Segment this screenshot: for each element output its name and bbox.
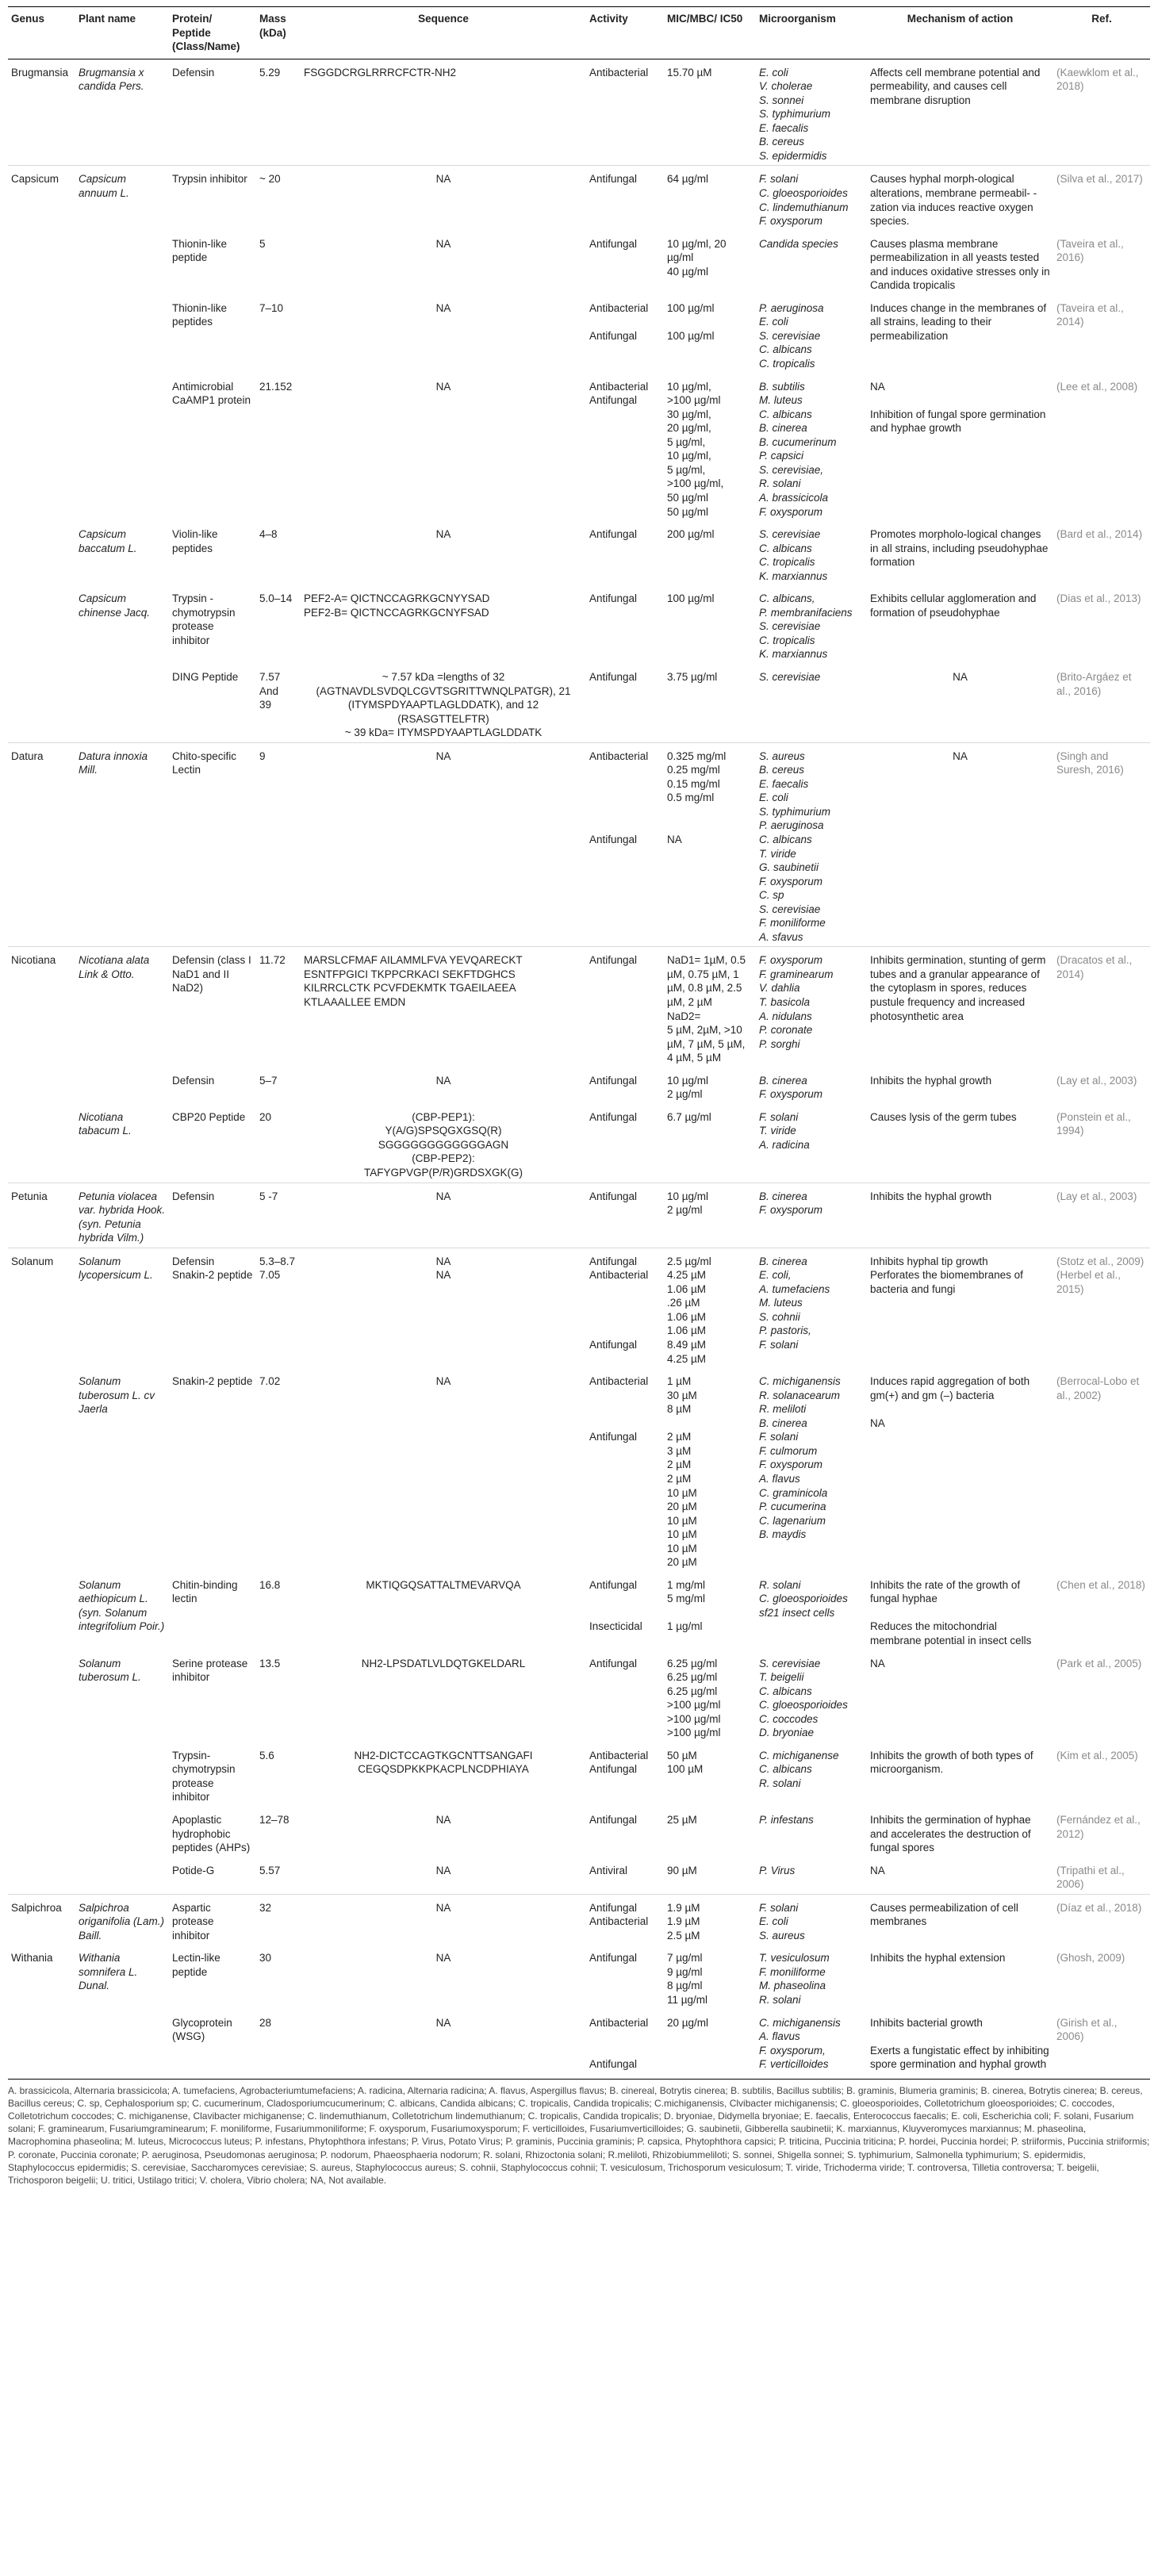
cell-ref[interactable]: (Bard et al., 2014) [1056, 528, 1143, 541]
cell-mic: 10 µg/ml, >100 µg/ml 30 µg/ml, 20 µg/ml, 5 µg/ml, 10 µg/ml, 5 µg/ml, >100 µg/ml, 50 µg/ml 50 µg/ml [667, 380, 724, 518]
cell-sequence: NA [435, 1813, 451, 1826]
cell-mass: 16.8 [259, 1578, 281, 1591]
cell-microorganism: B. cinerea F. oxysporum [759, 1074, 823, 1101]
cell-microorganism: R. solani C. gloeosporioides sf21 insect cells [759, 1578, 848, 1619]
cell-ref[interactable]: (Taveira et al., 2014) [1056, 301, 1124, 328]
cell-genus [8, 374, 75, 521]
cell-mic: 1.9 µM 1.9 µM 2.5 µM [664, 1894, 756, 1945]
cell-mechanism: Induces rapid aggregation of both gm(+) and gm (–) bacteria NA [870, 1375, 1030, 1429]
cell-mass: 5.57 [259, 1864, 281, 1876]
cell-ref[interactable]: (Kim et al., 2005) [1056, 1749, 1138, 1761]
cell-protein: Serine protease inhibitor [172, 1657, 248, 1684]
table-row [8, 742, 1150, 947]
cell-ref[interactable]: (Kaewklom et al., 2018) [1053, 59, 1150, 166]
cell-activity: Antiviral [589, 1864, 628, 1876]
cell-mic: 64 µg/ml [664, 166, 756, 231]
header-sequence: Sequence [301, 7, 586, 59]
cell-plant [75, 295, 169, 374]
cell-activity: Antifungal [589, 1952, 638, 1965]
cell-plant [75, 1857, 169, 1895]
cell-microorganism: C. michiganense C. albicans R. solani [759, 1749, 839, 1789]
cell-ref[interactable]: (Silva et al., 2017) [1053, 166, 1150, 231]
table-row [8, 231, 1150, 295]
cell-microorganism: S. aureus B. cereus E. faecalis E. coli S. typhimurium P. aeruginosa C. albicans T. viride G. saubinetii F. oxysporum C. sp S. cerevisiae F. moniliforme A. sfavus [756, 742, 867, 947]
table-row [8, 1742, 1150, 1807]
cell-ref[interactable]: (Taveira et al., 2016) [1056, 237, 1124, 264]
cell-mass: 4–8 [259, 528, 278, 541]
cell-ref[interactable]: (Tripathi et al., 2006) [1056, 1864, 1125, 1891]
cell-mic: 0.325 mg/ml 0.25 mg/ml 0.15 mg/ml 0.5 mg/ml NA [664, 742, 756, 947]
cell-mechanism: Inhibits the germination of hyphae and accelerates the destruction of fungal spores [870, 1813, 1031, 1854]
cell-mass: 30 [259, 1952, 272, 1965]
cell-plant: Petunia violacea var. hybrida Hook. (syn. Petunia hybrida Vilm.) [75, 1183, 169, 1248]
cell-ref[interactable]: (Ponstein et al., 1994) [1056, 1110, 1131, 1137]
cell-mechanism: Inhibits hyphal tip growth Perforates the biomembranes of bacteria and fungi [867, 1248, 1053, 1368]
cell-protein: Chitin-binding lectin [172, 1578, 238, 1605]
cell-sequence: NA [435, 1375, 451, 1388]
cell-sequence: ~ 7.57 kDa =lengths of 32 (AGTNAVDLSVDQLCGVTSGRITTWNQLPATGR), 21 (ITYMSPDYAAPTLAGLDDATK), and 12 (RSASGTTELFTR) ~ 39 kDa= ITYMSPDYAAPTLAGLDDATK [316, 670, 571, 739]
cell-activity: Antifungal [589, 528, 638, 541]
cell-genus: Withania [11, 1952, 53, 1965]
cell-activity: Antifungal [589, 1074, 638, 1087]
cell-mic: 25 µM [667, 1813, 697, 1826]
cell-microorganism: C. michiganensis A. flavus F. oxysporum, F. verticilloides [759, 2016, 841, 2071]
cell-mechanism: Inhibits the hyphal extension [870, 1952, 1006, 1965]
cell-genus: Datura [8, 742, 75, 947]
cell-sequence: NA [435, 528, 451, 541]
cell-mic: 10 µg/ml, 20 µg/ml 40 µg/ml [667, 237, 727, 278]
cell-plant: Capsicum annuum L. [75, 166, 169, 231]
cell-sequence: NA [435, 301, 451, 314]
cell-ref[interactable]: (Fernández et al., 2012) [1056, 1813, 1141, 1840]
cell-protein: Aspartic protease inhibitor [169, 1894, 256, 1945]
cell-protein: Defensin [169, 1183, 256, 1248]
cell-activity: Antibacterial Antifungal [589, 1375, 649, 1443]
table-row [8, 295, 1150, 374]
cell-mic: 6.7 µg/ml [667, 1110, 711, 1123]
cell-mass: 7.02 [259, 1375, 281, 1388]
cell-mic: 15.70 µM [664, 59, 756, 166]
cell-genus [8, 1650, 75, 1742]
cell-activity: Antifungal Insecticidal [589, 1578, 642, 1633]
cell-plant [75, 1807, 169, 1857]
cell-genus [8, 1068, 75, 1104]
table-header-row [8, 7, 1150, 59]
table-row [8, 1857, 1150, 1895]
cell-protein: Thionin-like peptides [172, 301, 228, 328]
table-row [8, 374, 1150, 521]
cell-mechanism: Inhibits bacterial growth Exerts a fungistatic effect by inhibiting spore germination and hyphal growth [870, 2016, 1049, 2071]
table-row [8, 1068, 1150, 1104]
table-row [8, 1183, 1150, 1248]
cell-plant: Salpichroa origanifolia (Lam.) Baill. [75, 1894, 169, 1945]
cell-genus [8, 295, 75, 374]
cell-mass: 28 [259, 2016, 272, 2029]
cell-plant: Solanum lycopersicum L. [75, 1248, 169, 1368]
cell-sequence: NA [435, 1864, 451, 1876]
cell-mass: 13.5 [259, 1657, 281, 1669]
cell-activity: Antibacterial Antifungal [589, 380, 649, 407]
header-mic: MIC/MBC/ IC50 [664, 7, 756, 59]
cell-activity: Antifungal [589, 1110, 638, 1123]
cell-mic: 10 µg/ml 2 µg/ml [667, 1074, 709, 1101]
cell-mass: 5 [259, 237, 266, 250]
cell-protein: Trypsin inhibitor [169, 166, 256, 231]
table-row [8, 1894, 1150, 1945]
cell-genus [8, 2010, 75, 2074]
cell-plant [75, 374, 169, 521]
cell-genus [8, 1857, 75, 1895]
cell-activity: Antifungal [589, 592, 638, 605]
cell-genus [8, 664, 75, 742]
cell-plant: Capsicum baccatum L. [79, 528, 137, 554]
cell-activity: Antifungal [586, 947, 664, 1068]
cell-microorganism: P. infestans [759, 1813, 814, 1826]
cell-mic: NaD1= 1µM, 0.5 µM, 0.75 µM, 1 µM, 0.8 µM, 2.5 µM, 2 µM NaD2= 5 µM, 2µM, >10 µM, 7 µM, 5 µM, 4 µM, 5 µM [664, 947, 756, 1068]
cell-sequence: (CBP-PEP1): Y(A/G)SPSQGXGSQ(R) SGGGGGGGGGGGGAGN (CBP-PEP2): TAFYGPVGP(P/R)GRDSXGK(G) [363, 1110, 523, 1179]
cell-mass: 7.57 And 39 [259, 670, 281, 711]
peptide-table [8, 6, 1150, 2074]
cell-mechanism: NA [953, 670, 968, 683]
cell-activity: Antifungal [589, 670, 638, 683]
cell-mechanism: Causes hyphal morph-ological alterations, membrane permeabil- -zation via induces reactive oxygen species. [867, 166, 1053, 231]
cell-genus: Brugmansia [8, 59, 75, 166]
cell-genus: Capsicum [8, 166, 75, 231]
table-row [8, 1807, 1150, 1857]
header-ref: Ref. [1053, 7, 1150, 59]
cell-microorganism: B. cinerea E. coli, A. tumefaciens M. luteus S. cohnii P. pastoris, F. solani [756, 1248, 867, 1368]
cell-mic: 1 mg/ml 5 mg/ml 1 µg/ml [667, 1578, 706, 1633]
cell-plant [75, 1742, 169, 1807]
table-row [8, 947, 1150, 1068]
table-row [8, 664, 1150, 742]
cell-sequence: NA [435, 380, 451, 393]
cell-mechanism: NA [870, 1864, 885, 1876]
cell-mass: 11.72 [256, 947, 301, 1068]
cell-mechanism: Exhibits cellular agglomeration and formation of pseudohyphae [870, 592, 1037, 619]
cell-mic: 7 µg/ml 9 µg/ml 8 µg/ml 11 µg/ml [667, 1952, 708, 2006]
cell-protein: DING Peptide [172, 670, 239, 683]
cell-sequence: NA [301, 166, 586, 231]
cell-mass: 20 [259, 1110, 272, 1123]
cell-mechanism: Inhibits the hyphal growth [870, 1074, 992, 1087]
cell-microorganism: B. subtilis M. luteus C. albicans B. cinerea B. cucumerinum P. capsici S. cerevisiae, R. solani A. brassicicola F. oxysporum [759, 380, 837, 518]
cell-mechanism: Causes plasma membrane permeabilization in all yeasts tested and induces oxidative stresses only in Candida tropicalis [870, 237, 1050, 292]
cell-mic: 100 µg/ml 100 µg/ml [667, 301, 715, 342]
cell-protein: Defensin [172, 1074, 215, 1087]
cell-plant: Datura innoxia Mill. [75, 742, 169, 947]
cell-activity: Antifungal [589, 237, 638, 250]
cell-mass: ~ 20 [256, 166, 301, 231]
cell-plant: Brugmansia x candida Pers. [75, 59, 169, 166]
cell-mass: 5 -7 [256, 1183, 301, 1248]
cell-genus: Nicotiana [8, 947, 75, 1068]
cell-genus: Petunia [8, 1183, 75, 1248]
cell-mechanism: NA [870, 1657, 885, 1669]
table-row [8, 521, 1150, 585]
table-row [8, 1368, 1150, 1572]
cell-plant: Solanum aethiopicum L. (syn. Solanum integrifolium Poir.) [79, 1578, 165, 1633]
cell-genus [8, 1572, 75, 1650]
cell-ref[interactable]: (Lay et al., 2003) [1056, 1074, 1137, 1087]
cell-mass: 5–7 [259, 1074, 278, 1087]
cell-mass: 12–78 [259, 1813, 290, 1826]
cell-sequence: MARSLCFMAF AILAMMLFVA YEVQARECKT ESNTFPGICI TKPPCRKACI SEKFTDGHCS KILRRCLCTK PCVFDEKMTK TGAEILAEEA KTLAAALLEE EMDN [301, 947, 586, 1068]
cell-plant [75, 231, 169, 295]
table-page [8, 0, 1150, 2195]
cell-protein: Defensin [169, 59, 256, 166]
cell-protein: Potide-G [172, 1864, 215, 1876]
cell-protein: Thionin-like peptide [172, 237, 228, 264]
cell-mic: 2.5 µg/ml 4.25 µM 1.06 µM .26 µM 1.06 µM 1.06 µM 8.49 µM 4.25 µM [664, 1248, 756, 1368]
cell-genus [8, 521, 75, 585]
cell-sequence: FSGGDCRGLRRRCFCTR-NH2 [301, 59, 586, 166]
cell-microorganism: Candida species [759, 237, 838, 250]
cell-ref[interactable]: (Lee et al., 2008) [1056, 380, 1138, 393]
cell-genus [8, 1807, 75, 1857]
cell-mechanism: NA [867, 742, 1053, 947]
cell-mass: 5.0–14 [259, 592, 293, 605]
cell-sequence: NA NA [301, 1248, 586, 1368]
cell-microorganism: C. michiganensis R. solanacearum R. meliloti B. cinerea F. solani F. culmorum F. oxysporum A. flavus C. graminicola P. cucumerina C. lagenarium B. maydis [759, 1375, 841, 1541]
cell-protein: Trypsin -chymotrypsin protease inhibitor [172, 592, 236, 646]
cell-mic: 200 µg/ml [667, 528, 715, 541]
table-row [8, 59, 1150, 166]
cell-mechanism: Affects cell membrane potential and permeability, and causes cell membrane disruption [867, 59, 1053, 166]
cell-ref[interactable]: (Dracatos et al., 2014) [1053, 947, 1150, 1068]
cell-genus [8, 231, 75, 295]
cell-activity: Antifungal Antibacterial [586, 1894, 664, 1945]
cell-protein: Chito-specific Lectin [169, 742, 256, 947]
cell-protein: Trypsin-chymotrypsin protease inhibitor [172, 1749, 236, 1804]
cell-genus: Salpichroa [8, 1894, 75, 1945]
cell-protein: Defensin (class I NaD1 and II NaD2) [169, 947, 256, 1068]
header-mass: Mass (kDa) [256, 7, 301, 59]
cell-mass: 5.29 [256, 59, 301, 166]
cell-mass: 5.3–8.7 7.05 [256, 1248, 301, 1368]
cell-microorganism: F. solani T. viride A. radicina [759, 1110, 810, 1151]
cell-activity: Antifungal [589, 1657, 638, 1669]
header-mechanism: Mechanism of action [867, 7, 1053, 59]
cell-activity: Antibacterial Antifungal [586, 742, 664, 947]
cell-mic: 50 µM 100 µM [667, 1749, 704, 1776]
cell-microorganism: C. albicans, P. membranifaciens S. cerevisiae C. tropicalis K. marxiannus [759, 592, 853, 661]
cell-ref[interactable]: (Díaz et al., 2018) [1053, 1894, 1150, 1945]
cell-ref[interactable]: (Stotz et al., 2009) (Herbel et al., 2015) [1053, 1248, 1150, 1368]
header-protein: Protein/ Peptide (Class/Name) [169, 7, 256, 59]
cell-mic: 10 µg/ml 2 µg/ml [664, 1183, 756, 1248]
cell-mass: 9 [256, 742, 301, 947]
cell-activity: Antifungal [586, 166, 664, 231]
cell-mechanism: Inhibits germination, stunting of germ tubes and a granular appearance of the cytoplasm in spores, reduces pustule frequency and increased photosynthetic area [867, 947, 1053, 1068]
cell-activity: Antibacterial Antifungal [589, 1749, 649, 1776]
cell-sequence: NA [435, 237, 451, 250]
cell-sequence: NH2-LPSDATLVLDQTGKELDARL [361, 1657, 526, 1669]
cell-plant [75, 664, 169, 742]
cell-mechanism: Inhibits the growth of both types of microorganism. [870, 1749, 1033, 1776]
cell-plant [75, 1068, 169, 1104]
header-activity: Activity [586, 7, 664, 59]
cell-ref[interactable]: (Girish et al., 2006) [1056, 2016, 1118, 2043]
cell-protein: Defensin Snakin-2 peptide [169, 1248, 256, 1368]
cell-plant: Nicotiana alata Link & Otto. [75, 947, 169, 1068]
table-row [8, 166, 1150, 231]
cell-sequence: PEF2-A= QICTNCCAGRKGCNYYSAD PEF2-B= QICTNCCAGRKGCNYFSAD [304, 592, 490, 619]
cell-plant: Capsicum chinense Jacq. [79, 592, 151, 619]
cell-activity: Antifungal Antibacterial Antifungal [586, 1248, 664, 1368]
cell-ref[interactable]: (Chen et al., 2018) [1056, 1578, 1145, 1591]
cell-microorganism: F. solani C. gloeosporioides C. lindemuthianum F. oxysporum [756, 166, 867, 231]
cell-sequence: NA [301, 742, 586, 947]
cell-mic: 3.75 µg/ml [667, 670, 718, 683]
cell-protein: Antimicrobial CaAMP1 protein [172, 380, 251, 407]
table-footnote: A. brassicicola, Alternaria brassicicola; A. tumefaciens, Agrobacteriumtumefaciens; A. radicina, Alternaria radicina; A. flavus, Aspergillus flavus; B. cinereal, Botrytis cinerea; B. subtilis, Bacillus subtilis; B. graminis, Blumeria graminis; B. cinerea, Botrytis cinerea; B. cereus, Bacillus cereus; C. sp, Cephalosporium sp; C. cucumerinum, Cladosporiumcucumerinum; C. albicans, Candida albicans; C. tropicalis, Candida tropicalis; C.michiganensis, Clvibacter michiganensis; C. gloeosporioides, Colletotrichum gloeosporioides; C. coccodes, Colletotrichum coccodes; C. michiganense, Clavibacter michiganense; C. lindemuthianum, Colletotrichum lindemuthianum; C. tropicalis, Candida tropicalis; D. bryoniae, Didymella bryoniae; E. faecalis, Enterococcus faecalis; E. coli, Escherichia coli; F. solani, Fusarium solani; F. graminearum, Fusariumgraminearum; F. moniliforme, Fusariummoniliforme; F. oxysporum, Fusariumoxysporum; F. verticilloides, Fusariumverticilloides; G. saubinetii, Gibberella saubinetii; K. marxiannus, Kluyveromyces marxiannus; M. phaseolina, Macrophomina phaseolina; M. luteus, Micrococcus luteus; P. infestans, Phytophthora infestans; P. Virus, Potato Virus; P. graminis, Puccinia graminis; P. capsica, Phytophthora capsici; P. triticina, Puccinia triticina; P. hordei, Puccinia hordei; P. striiformis, Puccinia striiformis; P. coronate, Puccinia coronate; P. aeruginosa, Pseudomonas aeruginosa; P. nodorum, Phaeosphaeria nodorum; R. solani, Rhizoctonia solani; R.meliloti, Rhizobiummeliloti; S. sonnei, Shigella sonnei; S. typhimurium, Salmonella typhimurium; S. epidermidis, Staphylococcus epidermidis; S. cerevisiae, Saccharomyces cerevisiae; S. aureus, Staphylococcus aureus; S. cohnii, Staphylococcus cohnii; T. vesiculosum, Trichosporum vesiculosum; T. viride, Trichoderma viride; T. controversa, Tilletia controversa; T. beigelii, Trichosporon beigelii; U. tritici, Ustilago tritici; V. cholera, Vibrio cholera; NA, Not available. [8, 2079, 1150, 2187]
cell-activity: Antibacterial [586, 59, 664, 166]
cell-microorganism: P. Virus [759, 1864, 796, 1876]
table-row [8, 1572, 1150, 1650]
cell-microorganism: F. oxysporum F. graminearum V. dahlia T. basicola A. nidulans P. coronate P. sorghi [756, 947, 867, 1068]
cell-plant: Solanum tuberosum L. cv Jaerla [79, 1375, 155, 1416]
cell-mechanism: Inhibits the rate of the growth of fungal hyphae Reduces the mitochondrial membrane potential in insect cells [870, 1578, 1032, 1646]
cell-plant: Withania somnifera L. Dunal. [79, 1952, 138, 1992]
cell-activity: Antibacterial Antifungal [589, 301, 649, 342]
cell-plant [75, 2010, 169, 2074]
table-body [8, 59, 1150, 2074]
table-row [8, 585, 1150, 664]
cell-mass: 21.152 [259, 380, 293, 393]
cell-microorganism: P. aeruginosa E. coli S. cerevisiae C. albicans C. tropicalis [759, 301, 824, 370]
cell-protein: Lectin-like peptide [172, 1952, 220, 1978]
cell-microorganism: S. cerevisiae C. albicans C. tropicalis K. marxiannus [759, 528, 828, 582]
cell-mass: 5.6 [259, 1749, 274, 1761]
cell-genus: Solanum [8, 1248, 75, 1368]
cell-microorganism: E. coli V. cholerae S. sonnei S. typhimurium E. faecalis B. cereus S. epidermidis [756, 59, 867, 166]
cell-mechanism: Causes permeabilization of cell membranes [867, 1894, 1053, 1945]
cell-protein: Glycoprotein (WSG) [172, 2016, 232, 2043]
cell-sequence: MKTIQGQSATTALTMEVARVQA [366, 1578, 521, 1591]
cell-mic: 6.25 µg/ml 6.25 µg/ml 6.25 µg/ml >100 µg/ml >100 µg/ml >100 µg/ml [667, 1657, 721, 1739]
table-row [8, 1945, 1150, 2009]
cell-sequence: NA [301, 1183, 586, 1248]
cell-genus [8, 585, 75, 664]
cell-ref[interactable]: (Ghosh, 2009) [1056, 1952, 1125, 1965]
cell-sequence: NA [301, 1894, 586, 1945]
cell-plant: Nicotiana tabacum L. [79, 1110, 132, 1137]
cell-ref[interactable]: (Lay et al., 2003) [1053, 1183, 1150, 1248]
cell-ref[interactable]: (Singh and Suresh, 2016) [1053, 742, 1150, 947]
cell-microorganism: S. cerevisiae [759, 670, 821, 683]
cell-ref[interactable]: (Park et al., 2005) [1056, 1657, 1142, 1669]
cell-mic: 90 µM [667, 1864, 697, 1876]
cell-genus [8, 1104, 75, 1183]
cell-plant: Solanum tuberosum L. [79, 1657, 141, 1684]
table-row [8, 1104, 1150, 1183]
cell-mechanism: Promotes morpholo-logical changes in all strains, including pseudohyphae formation [870, 528, 1049, 569]
cell-protein: Violin-like peptides [172, 528, 218, 554]
cell-mic: 100 µg/ml [667, 592, 715, 605]
table-row [8, 2010, 1150, 2074]
cell-microorganism: B. cinerea F. oxysporum [756, 1183, 867, 1248]
header-microorganism: Microorganism [756, 7, 867, 59]
cell-mechanism: NA Inhibition of fungal spore germination and hyphae growth [870, 380, 1046, 435]
header-plant: Plant name [75, 7, 169, 59]
cell-mechanism: Inhibits the hyphal growth [867, 1183, 1053, 1248]
cell-mechanism: Causes lysis of the germ tubes [870, 1110, 1017, 1123]
cell-mechanism: Induces change in the membranes of all strains, leading to their permeabilization [870, 301, 1047, 342]
table-row [8, 1650, 1150, 1742]
cell-sequence: NH2-DICTCCAGTKGCNTTSANGAFI CEGQSDPKKPKACPLNCDPHIAYA [354, 1749, 533, 1776]
cell-ref[interactable]: (Berrocal-Lobo et al., 2002) [1056, 1375, 1140, 1401]
cell-sequence: NA [435, 1952, 451, 1965]
cell-activity: Antibacterial Antifungal [589, 2016, 649, 2071]
cell-protein: CBP20 Peptide [172, 1110, 246, 1123]
cell-protein: Snakin-2 peptide [172, 1375, 253, 1388]
cell-mic: 20 µg/ml [667, 2016, 709, 2029]
cell-activity: Antifungal [586, 1183, 664, 1248]
cell-mass: 7–10 [259, 301, 284, 314]
cell-genus [8, 1742, 75, 1807]
cell-microorganism: T. vesiculosum F. moniliforme M. phaseolina R. solani [759, 1952, 830, 2006]
cell-activity: Antifungal [589, 1813, 638, 1826]
cell-microorganism: S. cerevisiae T. beigelii C. albicans C. gloeosporioides C. coccodes D. bryoniae [759, 1657, 848, 1739]
header-genus: Genus [8, 7, 75, 59]
cell-protein: Apoplastic hydrophobic peptides (AHPs) [172, 1813, 251, 1854]
cell-sequence: NA [435, 1074, 451, 1087]
cell-sequence: NA [435, 2016, 451, 2029]
cell-microorganism: F. solani E. coli S. aureus [756, 1894, 867, 1945]
cell-ref[interactable]: (Brito-Argáez et al., 2016) [1056, 670, 1132, 697]
cell-genus [8, 1368, 75, 1572]
cell-mic: 1 µM 30 µM 8 µM 2 µM 3 µM 2 µM 2 µM 10 µM 20 µM 10 µM 10 µM 10 µM 20 µM [667, 1375, 697, 1569]
cell-mass: 32 [256, 1894, 301, 1945]
table-row [8, 1248, 1150, 1368]
cell-ref[interactable]: (Dias et al., 2013) [1056, 592, 1141, 605]
